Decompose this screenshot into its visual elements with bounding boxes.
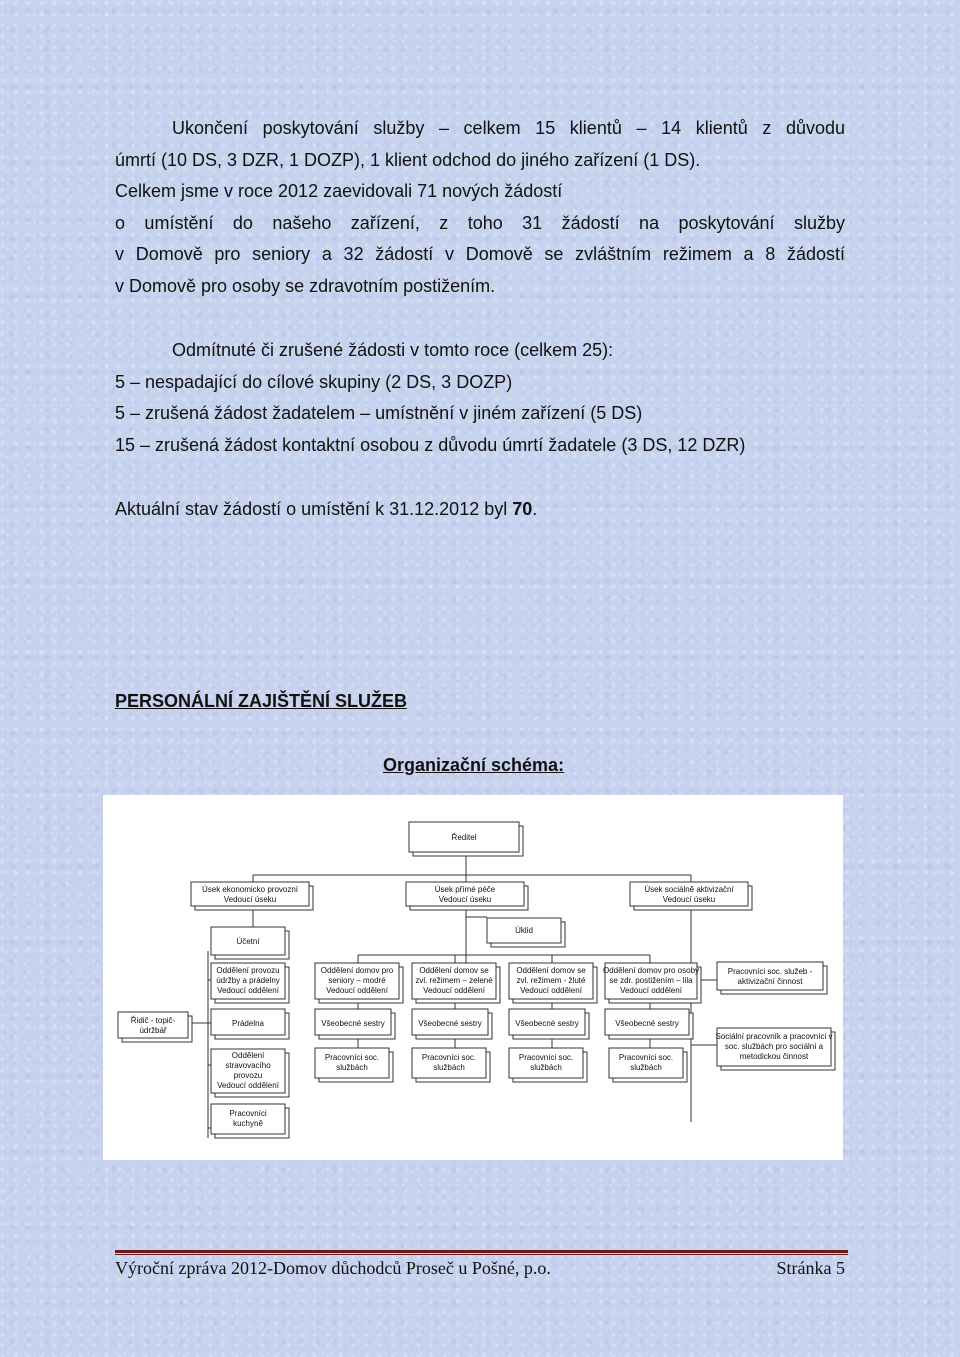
org-chart-svg [103, 795, 843, 1160]
current-state-value: 70 [512, 499, 533, 519]
org-box-ward-blue [315, 963, 403, 1003]
org-box-ward-lilac [603, 963, 701, 1003]
org-text: Vedoucí úseku [662, 895, 716, 904]
org-box-director [409, 822, 523, 856]
org-text: Vedoucí oddělení [217, 986, 279, 995]
org-text: službách [530, 1063, 562, 1072]
intro-line: v Domově pro osoby se zdravotním postižením. [115, 275, 496, 296]
org-text: Vedoucí oddělení [326, 986, 388, 995]
org-text: Vedoucí oddělení [620, 986, 682, 995]
rejected-paragraph [115, 335, 845, 461]
org-box-ward-yellow [509, 963, 597, 1003]
org-box-kitchen [211, 1104, 289, 1138]
rejected-line: 5 – zrušená žádost žadatelem – umístnění v jiném zařízení (5 DS) [115, 403, 643, 423]
org-text: Vedoucí úseku [223, 895, 277, 904]
org-text: Vedoucí oddělení [520, 986, 582, 995]
rejected-line: 5 – nespadající do cílové skupiny (2 DS, 3 DOZP) [115, 371, 513, 392]
intro-paragraph [115, 113, 845, 302]
org-text: zvl. režimem - žluté [516, 976, 586, 985]
org-box-care-workers-1 [315, 1048, 393, 1082]
org-box-nurses-3 [509, 1009, 589, 1039]
org-chart [103, 795, 843, 1160]
intro-line: v Domově pro seniory a 32 žádostí v Domově se zvláštním režimem a 8 žádostí [115, 244, 845, 264]
org-text: Řidič - topič- [130, 1016, 176, 1025]
org-text: Sociální pracovník a pracovníci v [715, 1032, 833, 1041]
org-text: Oddělení domov se [419, 966, 489, 975]
org-box-direct-care [406, 882, 528, 910]
org-text: provozu [233, 1071, 263, 1080]
org-text: Pracovníci soc. [618, 1053, 674, 1062]
org-text: stravovacího [225, 1061, 271, 1070]
intro-line: Celkem jsme v roce 2012 zaevidovali 71 nových žádostí [115, 181, 563, 201]
org-text: zvl. režimem – zelené [415, 976, 493, 985]
org-box-cleaning [487, 918, 565, 947]
org-text: Úsek sociálně aktivizační [644, 885, 734, 894]
org-text: údržbář [139, 1026, 167, 1035]
org-box-maintenance [211, 963, 289, 1003]
org-box-social-worker [716, 1028, 835, 1070]
org-text: metodickou činnost [739, 1052, 809, 1061]
org-box-nurses-4 [605, 1009, 693, 1039]
footer-rule [115, 1250, 848, 1253]
org-text: Všeobecné sestry [615, 1019, 679, 1028]
org-text: seniory – modré [328, 976, 386, 985]
page-number: Stránka 5 [776, 1258, 845, 1278]
org-text: službách [336, 1063, 368, 1072]
org-box-social-activation [717, 962, 827, 994]
org-box-driver [118, 1012, 192, 1042]
current-state-end: . [532, 499, 538, 519]
org-box-nurses-1 [315, 1009, 395, 1039]
org-text: kuchyně [233, 1119, 263, 1128]
org-box-care-workers-2 [412, 1048, 490, 1082]
org-text: Vedoucí úseku [438, 895, 492, 904]
org-text: Pracovníci soc. [421, 1053, 477, 1062]
org-text: Všeobecné sestry [418, 1019, 482, 1028]
org-box-catering [211, 1049, 289, 1097]
footer-title: Výroční zpráva 2012-Domov důchodců Proseč u Pošné, p.o. [115, 1258, 551, 1278]
intro-line: úmrtí (10 DS, 3 DZR, 1 DOZP), 1 klient odchod do jiného zařízení (1 DS). [115, 149, 701, 170]
org-text: Oddělení provozu [216, 966, 280, 975]
org-box-care-workers-3 [509, 1048, 587, 1082]
org-text: službách [433, 1063, 465, 1072]
org-box-economic [191, 882, 313, 910]
org-text: Oddělení domov pro [320, 966, 394, 975]
intro-line: o umístění do našeho zařízení, z toho 31 žádostí na poskytování služby [115, 212, 845, 233]
org-box-ward-green [412, 963, 500, 1003]
org-box-laundry [211, 1009, 289, 1039]
org-text: aktivizační činnost [737, 977, 803, 986]
current-state [115, 494, 845, 526]
current-state-text: Aktuální stav žádostí o umístění k 31.12.2012 byl [115, 499, 513, 519]
org-box-social [630, 882, 752, 910]
org-text: Pracovníci soc. [324, 1053, 380, 1062]
section-heading: PERSONÁLNÍ ZAJIŠTĚNÍ SLUŽEB [115, 691, 408, 711]
org-text: službách [630, 1063, 662, 1072]
org-box-care-workers-4 [609, 1048, 687, 1082]
org-text: Pracovníci soc. služeb - [727, 967, 813, 976]
org-text: Vedoucí oddělení [217, 1081, 279, 1090]
org-text: soc. službách pro sociální a [724, 1042, 824, 1051]
org-text: údržby a prádelny [216, 976, 280, 985]
org-box-nurses-2 [412, 1009, 492, 1039]
footer-rule-thin [115, 1254, 848, 1255]
org-text: Účetní [236, 937, 260, 946]
org-text: Pracovníci soc. [518, 1053, 574, 1062]
org-text: se zdr. postižením – lila [609, 976, 693, 985]
org-box-accountant [211, 927, 289, 959]
org-text: Pracovníci [229, 1109, 267, 1118]
intro-line: Ukončení poskytování služby – celkem 15 klientů – 14 klientů z důvodu [172, 118, 845, 138]
org-text: Všeobecné sestry [515, 1019, 579, 1028]
rejected-line: 15 – zrušená žádost kontaktní osobou z důvodu úmrtí žadatele (3 DS, 12 DZR) [115, 434, 746, 455]
org-text: Všeobecné sestry [321, 1019, 385, 1028]
org-text: Úklid [515, 926, 533, 935]
org-text: Ředitel [451, 833, 477, 842]
org-text: Oddělení domov pro osoby [602, 966, 700, 975]
org-text: Oddělení [231, 1051, 265, 1060]
org-text: Úsek přímé péče [434, 885, 496, 894]
org-text: Úsek ekonomicko provozní [201, 885, 299, 894]
org-text: Vedoucí oddělení [423, 986, 485, 995]
org-text: Oddělení domov se [516, 966, 586, 975]
rejected-line: Odmítnuté či zrušené žádosti v tomto roce (celkem 25): [172, 340, 614, 360]
org-text: Prádelna [231, 1019, 265, 1028]
org-heading: Organizační schéma: [383, 755, 565, 775]
